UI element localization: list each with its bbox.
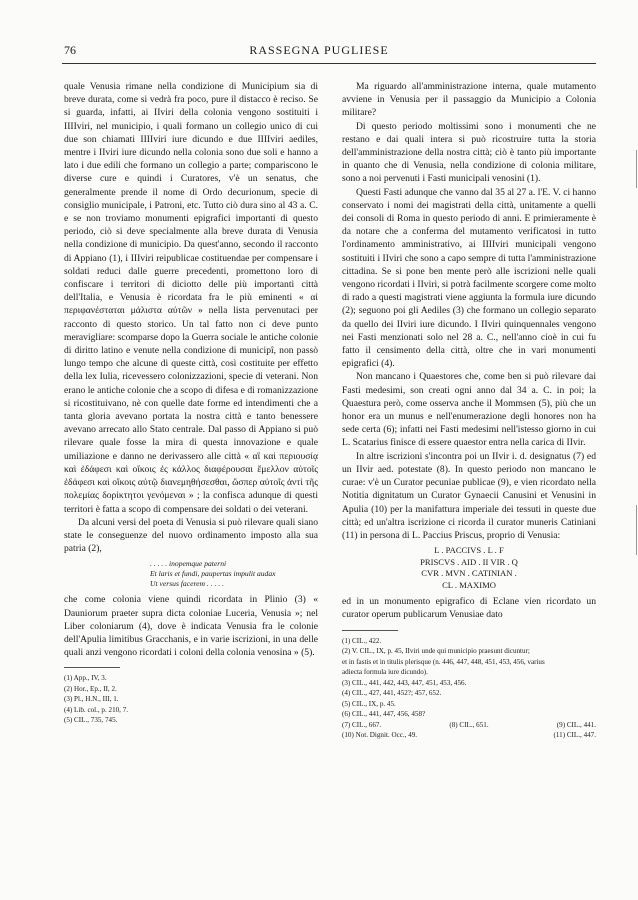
footnote: (5) CIL., 735, 745. xyxy=(64,716,118,725)
footnote: (2) V. CIL., IX, p. 45, IIviri unde qui municipio praesunt dicuntur; xyxy=(342,647,530,656)
right-paragraph-5: In altre iscrizioni s'incontra poi un IIvir i. d. designatus (7) ed un IIvir aed. potestate (8). In questo periodo non mancano le curae: v'è un Curator pecuniae publicae (9), e vien ricordato nella Notitia dignitatum un Curator Gynaecii Canusini et Venusini in Apulia (10) per la manifattura imperiale dei tessuti in queste due città; ed un'altra iscrizione ci ricorda il curator muneris Catiniani (11) in persona di L. Paccius Priscus, proprio di Venusia: xyxy=(342,450,596,541)
left-paragraph-3: che come colonia viene quindi ricordata in Plinio (3) « Dauniorum praeter supra dicta coloniae Luceria, Venusia »; nel Liber coloniarum (4), dove è indicata Venusia fra le colonie dell'Apulia limitibus Gracchanis, e in varie iscrizioni, in una delle quali anzi vengono ricordati i coloni della colonia venosina » (5). xyxy=(64,594,318,659)
header-rule xyxy=(62,63,596,64)
running-head: RASSEGNA PUGLIESE xyxy=(249,43,389,57)
footnote: (5) CIL., IX, p. 45. xyxy=(342,699,396,708)
footnote-rule xyxy=(342,630,398,631)
footnote: et in fastis et in titulis plerisque (n. 446, 447, 448, 451, 453, 456, varius xyxy=(342,657,545,666)
verse-line: . . . . . inopemque paterni xyxy=(150,559,227,569)
horace-verse xyxy=(150,559,318,589)
footnote: (10) Not. Dignit. Occ., 49. xyxy=(342,731,418,740)
left-paragraph-1: quale Venusia rimane nella condizione di Municipium sia di breve durata, come si vedrà fra poco, pure il distacco è reciso. Se si guarda, infatti, ai IIviri della colonia vengono sostituiti i IIIIviri, nel municipio, i quali formano un collegio unico di cui due son chiamati IIIIviri iure dicundo e due IIIIviri aediles, mentre i IIviri iure dicundo nella colonia sono due soli e hanno a lato i due edili che formano un collegio a parte; compariscono le diverse cure e quindi i Curatores, v'è un senatus, che generalmente prende il nome di Ordo decurionum, specie di consiglio municipale, i Patroni, etc. Tutto ciò dura sino al 43 a. C. e se non troviamo monumenti epigrafici importanti di questo periodo, ciò si deve specialmente alla breve durata di Venusia nella condizione di municipio. Da quest'anno, secondo il racconto di Appiano (1), i IIIviri reipublicae costituendae per compensare i soldati reduci dalle guerre precedenti, promettono loro di confiscare i territori di diciotto delle più importanti città dell'Italia, e Venusia è ricordata fra le più eminenti « αἱ περιφανέσταται μάλιστα αὐτῶν » nella lista pervenutaci per racconto di questo storico. Un tal fatto non ci deve punto meravigliare: scomparse dopo la Guerra sociale le antiche colonie di diritto latino e venute nella condizione di municipî, non passò lungo tempo che alcune di queste città, così costituite per effetto della lex Iulia, ricevessero colonizzazioni, specie di veterani. Non erano le antiche colonie che a scopo di difesa e di romanizzazione si ricostituivano, nè con quelle date forme ed intendimenti che a tanta gloria avevano portata la nostra città e tanto benessere avevano arrecato allo Stato centrale. Dal passo di Appiano si può rilevare quale fosse la mira di questa innovazione e quale umiliazione e danno ne derivassero alle città « αἳ καὶ περιουσίᾳ καὶ ἐδάφεσι καὶ οἴκοις ἐς κάλλος διαφέρουσαι ἔμελλον αὐτοῖς ἐδάφεσι καὶ οἴκοις αὐτῷ διανεμηθήσεσθαι, ὥσπερ αὐτοῖς ἀντὶ τῆς πολεμίας δορίκτητοι γενόμεναι » ; la confisca adunque di questi territori è fatta a scopo di compensare dei soldati o dei veterani. xyxy=(64,81,318,515)
right-paragraph-2: Di questo periodo moltissimi sono i monumenti che ne restano e dai quali intera si può ricostruire tutta la storia dell'amministrazione della nostra città; ciò è tanto più importante in quanto che di Venusia, nella condizione di colonia militare, sono a noi pervenuti i Fasti municipali venosini (1). xyxy=(342,120,596,185)
left-paragraph-2: Da alcuni versi del poeta di Venusia si può rilevare quali siano state le conseguenze del nuovo ordinamento imposto alla sua patria (2), xyxy=(64,516,318,555)
footnote-rule xyxy=(64,667,120,668)
right-paragraph-1: Ma riguardo all'amministrazione interna, quale mutamento avviene in Venusia per il passaggio da Municipio a Colonia militare? xyxy=(342,81,596,119)
left-footnotes xyxy=(64,673,318,726)
footnote: (8) CIL., 651. xyxy=(449,720,489,729)
footnote: (2) Hor., Ep., II, 2. xyxy=(64,684,117,693)
footnote: (6) CIL., 441, 447, 456, 458? xyxy=(342,710,426,719)
verse-line: Ut versus facerem . . . . . xyxy=(150,579,224,589)
right-paragraph-3: Questi Fasti adunque che vanno dal 35 al 27 a. l'E. V. ci hanno conservato i nomi dei magistrati della città, unitamente a quelli dei consoli di Roma in questo periodo di anni. E primieramente è da notare che a conferma del mutamento verificatosi in tutto l'ordinamento amministrativo, ai IIIIviri municipali vengono sostituiti i IIviri che sono a capo sempre di tutta l'amministrazione cittadina. Se si pone ben mente però alle iscrizioni nelle quali vengono ricordati i IIviri, si potrà facilmente scorgere come molto di rado a questi magistrati viene aggiunta la formula iure dicundo (2); seguono poi gli Aediles (3) che formano un collegio separato da quello dei IIviri iure dicundo. I IIviri quinquennales vengono nei Fasti menzionati solo nel 28 a. C., nell'anno cioè in cui fu fatto il censimento della città, oltre che in vari monumenti epigrafici (4). xyxy=(342,186,596,370)
page-number: 76 xyxy=(64,43,76,57)
footnote: (1) CIL., 422. xyxy=(342,636,382,645)
inscription-line: L . PACCIVS . L . F xyxy=(434,545,504,556)
footnote: (3) CIL., 441, 442, 443, 447, 451, 453, 456. xyxy=(342,678,467,687)
footnote: (3) Pl., H.N., III, 1. xyxy=(64,695,119,704)
margin-mark xyxy=(636,505,637,555)
footnote: (4) Lib. col., p. 210, 7. xyxy=(64,705,129,714)
footnote: (1) App., IV, 3. xyxy=(64,674,107,683)
footnote: (4) CIL., 427, 441, 452?; 457, 652. xyxy=(342,689,442,698)
verse-line: Et laris et fundi, paupertas impulit audax xyxy=(150,569,276,579)
footnote: (9) CIL., 441. xyxy=(556,720,596,729)
footnote: (11) CIL., 447. xyxy=(553,731,596,740)
footnote-row xyxy=(342,730,596,741)
inscription-line: PRISCVS . AID . II VIR . Q xyxy=(420,556,518,567)
right-column xyxy=(342,80,596,741)
footnote: adiecta formula iure dicundo). xyxy=(342,668,428,677)
right-paragraph-4: Non mancano i Quaestores che, come ben si può rilevare dai Fasti medesimi, son creati ogni anno dal 34 a. C. in poi; la Quaestura però, come osserva anche il Mommsen (5), più che un honor era un munus e nell'enumerazione degli honores non ha sede certa (6); infatti nei Fasti medesimi nell'istesso giorno in cui L. Scatarius finisce di essere quaestor entra nella carica di IIvir. xyxy=(342,371,596,449)
inscription-line: CL . MAXIMO xyxy=(442,579,496,590)
footnote: (7) CIL., 667. xyxy=(342,720,382,729)
right-footnotes xyxy=(342,636,596,741)
inscription xyxy=(342,545,596,591)
inscription-line: CVR . MVN . CATINIAN . xyxy=(421,568,517,579)
margin-mark xyxy=(636,150,637,188)
right-paragraph-6: ed in un monumento epigrafico di Eclane vien ricordato un curator operum publicarum Venusiae dato xyxy=(342,596,596,621)
left-column xyxy=(64,80,318,726)
footnote-row xyxy=(342,720,596,731)
